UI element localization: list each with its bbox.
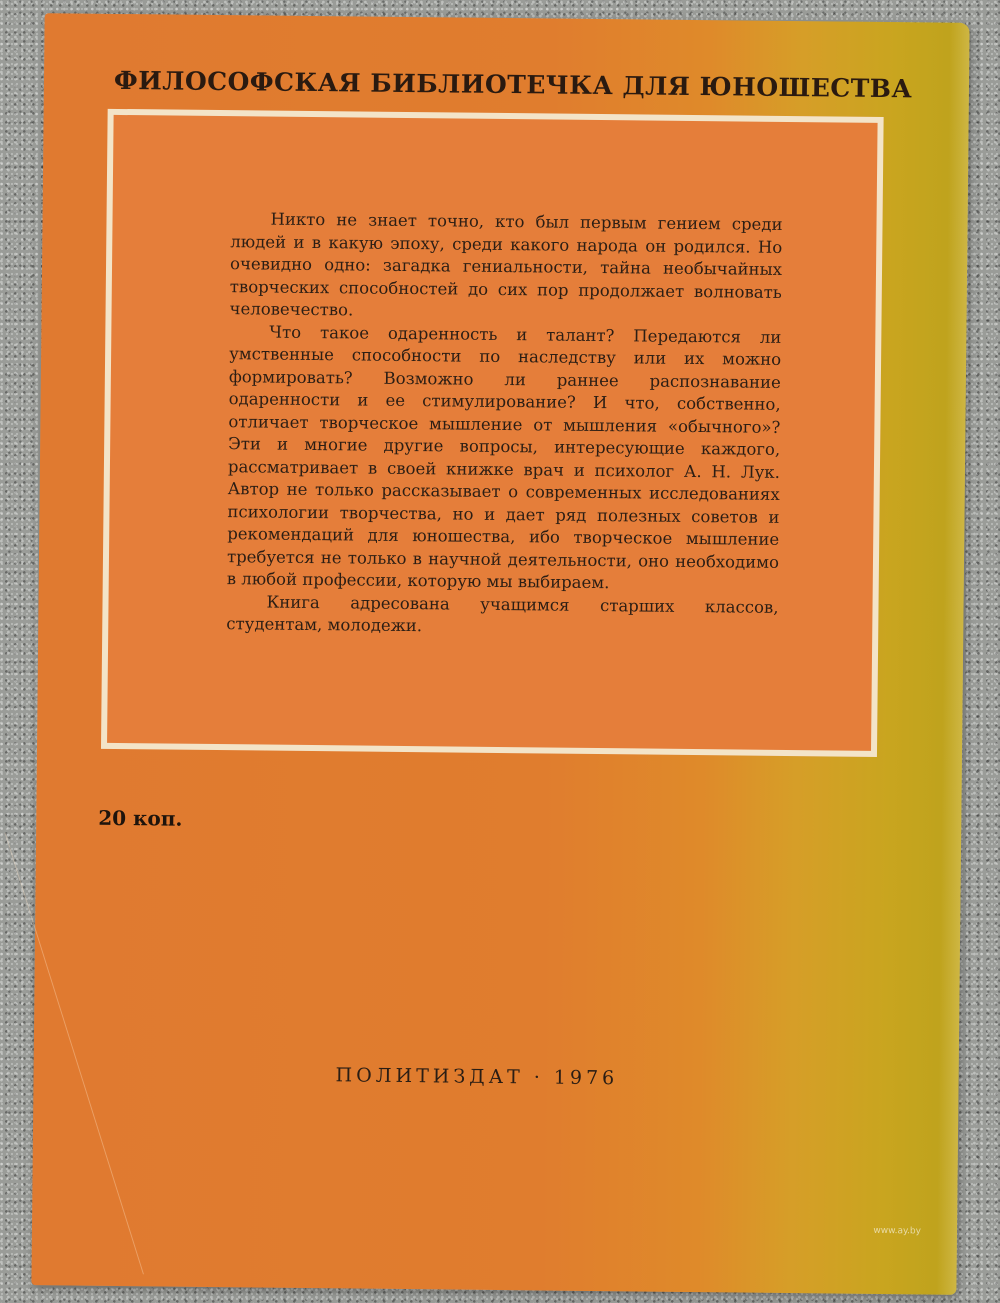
blurb-frame (101, 109, 884, 757)
blurb-paragraph-1: Никто не знает точно, кто был первым гением среди людей и в какую эпоху, среди какого народа он родился. Но очевидно одно: загадка гениальности, тайна необычайных творческих способностей до сих пор продолжает волновать человечество. (229, 209, 783, 320)
cover-crease (5, 833, 384, 1277)
blurb-paragraph-3: Книга адресована учащимся старших классов, студентам, молодежи. (226, 592, 779, 636)
series-title: ФИЛОСОФСКАЯ БИБЛИОТЕЧКА ДЛЯ ЮНОШЕСТВА (113, 65, 913, 104)
book-back-cover (31, 13, 969, 1295)
watermark: www.ay.by (873, 1225, 922, 1237)
price-label: 20 коп. (98, 805, 183, 831)
blurb-text (226, 208, 782, 641)
blurb-paragraph-2: Что такое одаренность и талант? Передаются ли умственные способности по наследству или их можно формировать? Возможно ли раннее распознавание одаренности и ее стимулирование? И что, собственно, отличает творческое мышление от мышления «обычного»? Эти и многие другие вопросы, интересующие каждого, рассматривает в своей книжке врач и психолог А. Н. Лук. Автор не только рассказывает о современных исследованиях психологии творчества, но и дает ряд полезных советов и рекомендаций для юношества, ибо творческое мышление требуется не только в научной деятельности, оно необходимо в любой профессии, которую мы выбираем. (226, 322, 782, 593)
faded-edge (936, 23, 969, 1295)
publisher-line: ПОЛИТИЗДАТ · 1976 (335, 1064, 619, 1090)
